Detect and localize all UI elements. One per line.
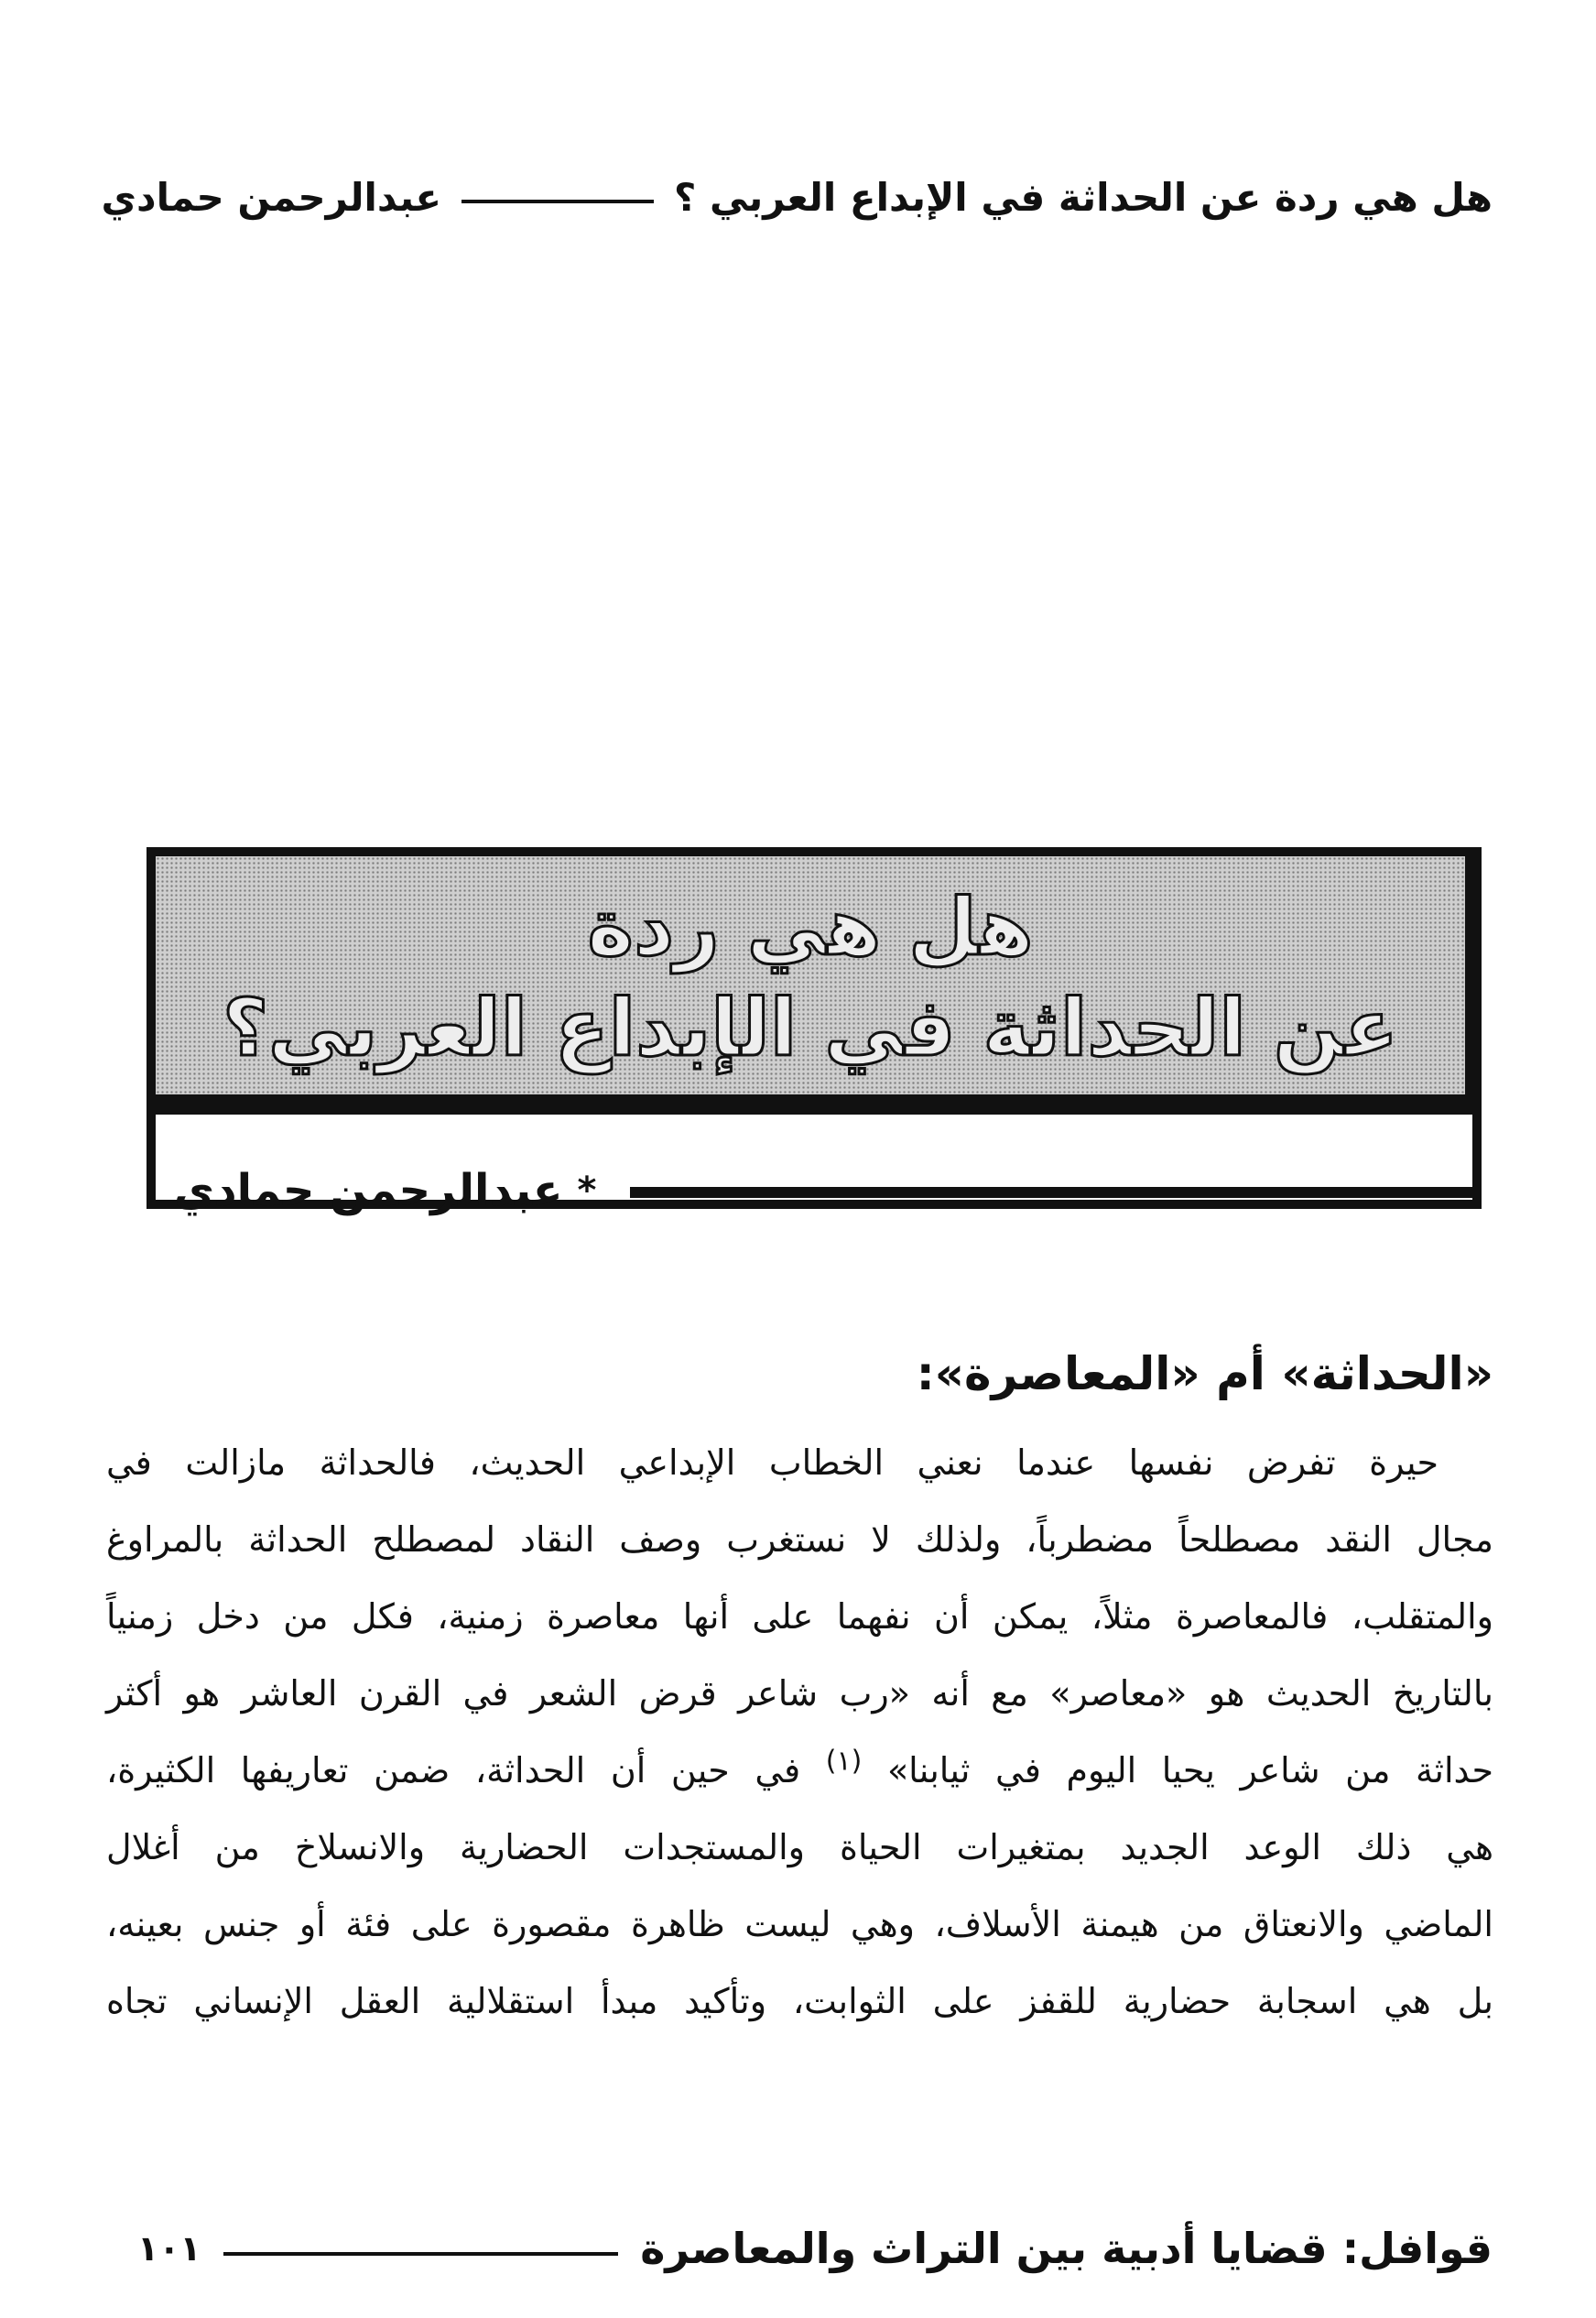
running-header-author: عبدالرحمن حمادي — [101, 174, 442, 220]
body-line-1: حيرة تفرض نفسها عندما نعني الخطاب الإبداعي الحديث، فالحداثة مازالت في — [106, 1442, 1439, 1483]
footer-journal-title: قوافل: قضايا أدبية بين التراث والمعاصرة — [640, 2224, 1493, 2273]
body-line-7: الماضي والانعتاق من هيمنة الأسلاف، وهي ليست ظاهرة مقصورة على فئة أو جنس بعينه، — [106, 1904, 1493, 1944]
page-footer — [137, 2212, 1493, 2285]
author-rule — [630, 1187, 1474, 1198]
banner-title-line-1: هل هي ردة — [587, 881, 1034, 974]
footnote-reference: (١) — [825, 1745, 863, 1778]
body-line-4: بالتاريخ الحديث هو «معاصر» مع أنه «رب شاعر قرض الشعر في القرن العاشر هو أكثر — [106, 1673, 1493, 1714]
body-line-6: هي ذلك الوعد الجديد بمتغيرات الحياة والمستجدات الحضارية والانسلاخ من أغلال — [106, 1827, 1493, 1867]
running-header — [101, 160, 1493, 234]
author-row — [174, 1149, 1474, 1232]
body-line-8: بل هي اسجابة حضارية للقفز على الثوابت، وتأكيد مبدأ استقلالية العقل الإنساني تجاه — [106, 1981, 1493, 2021]
body-line-3: والمتقلب، فالمعاصرة مثلاً، يمكن أن نفهما على أنها معاصرة زمنية، فكل من دخل زمنياً — [106, 1596, 1493, 1637]
title-banner — [147, 847, 1474, 1108]
running-header-rule — [461, 200, 654, 203]
body-line-2: مجال النقد مصطلحاً مضطرباً، ولذلك لا نستغرب وصف النقاد لمصطلح الحداثة بالمراوغ — [106, 1519, 1493, 1560]
author-name-text: عبدالرحمن حمادي — [174, 1165, 563, 1216]
page-number: ١٠١ — [137, 2228, 201, 2269]
section-heading: «الحداثة» أم «المعاصرة»: — [916, 1347, 1493, 1400]
body-text — [106, 1424, 1493, 2040]
body-line-5-part-1: حداثة من شاعر يحيا اليوم في ثيابنا» — [886, 1750, 1493, 1790]
author-footnote-marker: * — [577, 1170, 597, 1212]
body-line-5-part-2: في حين أن الحداثة، ضمن تعاريفها الكثيرة، — [106, 1750, 801, 1790]
banner-title-line-2: عن الحداثة في الإبداع العربي؟ — [223, 982, 1398, 1074]
body-line-5 — [106, 1732, 1493, 1809]
author-name — [174, 1149, 595, 1232]
footer-rule — [223, 2252, 619, 2256]
running-header-title: هل هي ردة عن الحداثة في الإبداع العربي ؟ — [674, 174, 1493, 220]
banner-bottom-bar — [147, 1094, 1474, 1115]
